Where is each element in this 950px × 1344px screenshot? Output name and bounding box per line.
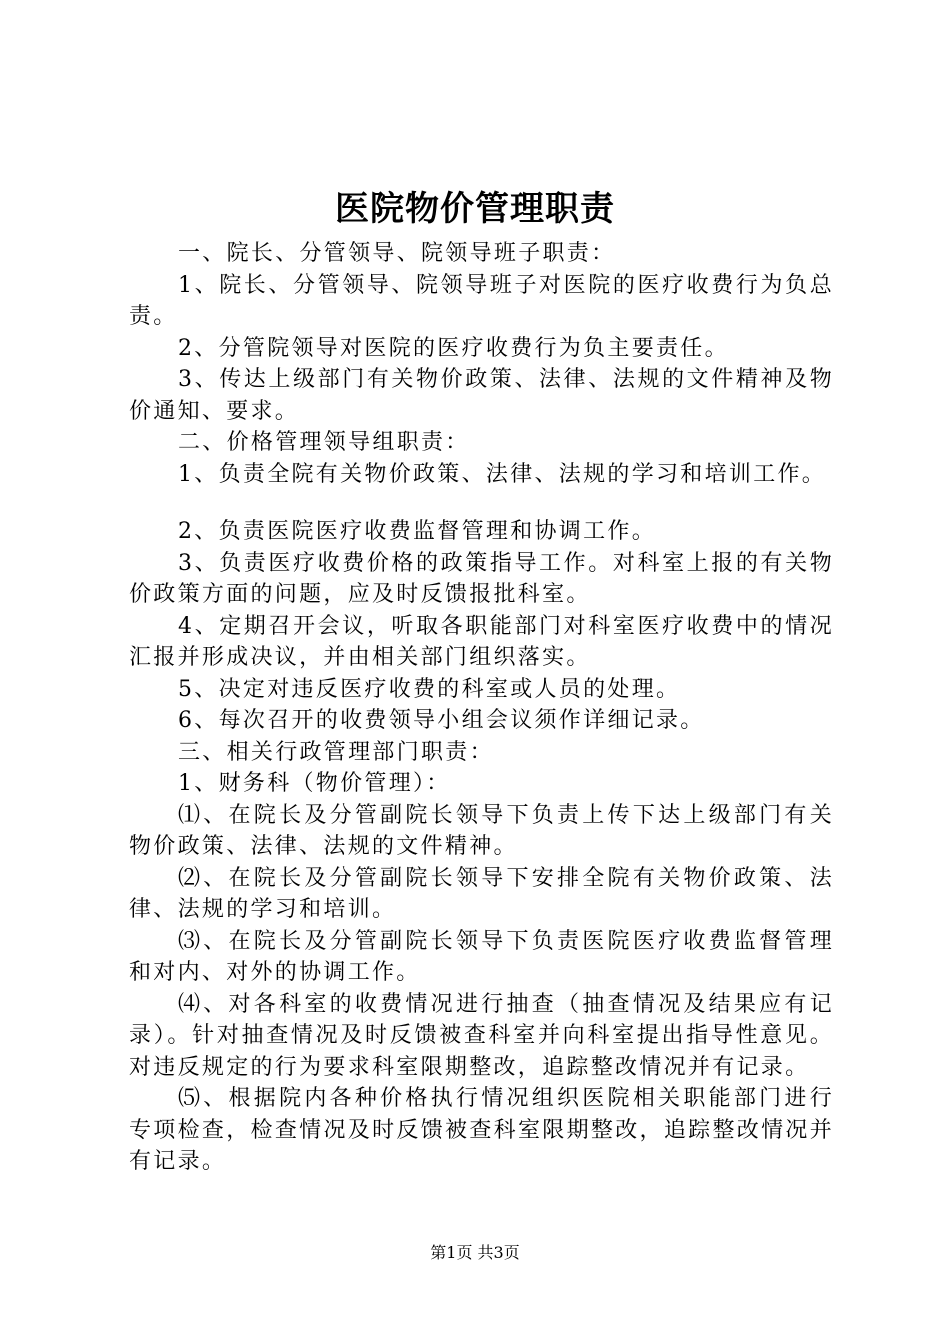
paragraph: 3、传达上级部门有关物价政策、法律、法规的文件精神及物价通知、要求。	[129, 367, 834, 424]
document-body	[129, 238, 834, 1178]
section-heading-2: 二、价格管理领导组职责：	[178, 430, 470, 455]
page-number-footer: 第1页 共3页	[430, 1243, 520, 1262]
paragraph: 2、负责医院医疗收费监督管理和协调工作。	[178, 519, 656, 544]
paragraph: 4、定期召开会议，听取各职能部门对科室医疗收费中的情况汇报并形成决议，并由相关部门组织落实。	[129, 613, 834, 670]
paragraph: 1、负责全院有关物价政策、法律、法规的学习和培训工作。	[178, 461, 827, 487]
subsection-heading: 1、财务科（物价管理）：	[178, 771, 451, 796]
paragraph: 5、决定对违反医疗收费的科室或人员的处理。	[178, 676, 681, 702]
paragraph: 2、分管院领导对医院的医疗收费行为负主要责任。	[178, 335, 729, 361]
document-title: 医院物价管理职责	[335, 189, 615, 229]
paragraph: ⑵、在院长及分管副院长领导下安排全院有关物价政策、法律、法规的学习和培训。	[129, 865, 834, 922]
paragraph: 6、每次召开的收费领导小组会议须作详细记录。	[178, 708, 705, 733]
paragraph: ⑸、根据院内各种价格执行情况组织医院相关职能部门进行专项检查，检查情况及时反馈被查科室限期整改，追踪整改情况并有记录。	[129, 1086, 834, 1174]
paragraph: 1、院长、分管领导、院领导班子对医院的医疗收费行为负总责。	[129, 272, 834, 329]
paragraph-gap	[129, 490, 834, 516]
section-heading-1: 一、院长、分管领导、院领导班子职责：	[178, 241, 616, 266]
paragraph: ⑴、在院长及分管副院长领导下负责上传下达上级部门有关物价政策、法律、法规的文件精神。	[129, 802, 834, 859]
paragraph: ⑷、对各科室的收费情况进行抽查（抽查情况及结果应有记录）。针对抽查情况及时反馈被查科室并向科室提出指导性意见。对违反规定的行为要求科室限期整改，追踪整改情况并有记录。	[129, 991, 834, 1080]
section-heading-3: 三、相关行政管理部门职责：	[178, 739, 494, 765]
paragraph: 3、负责医疗收费价格的政策指导工作。对科室上报的有关物价政策方面的问题，应及时反馈报批科室。	[129, 550, 834, 607]
paragraph: ⑶、在院长及分管副院长领导下负责医院医疗收费监督管理和对内、对外的协调工作。	[129, 928, 834, 985]
